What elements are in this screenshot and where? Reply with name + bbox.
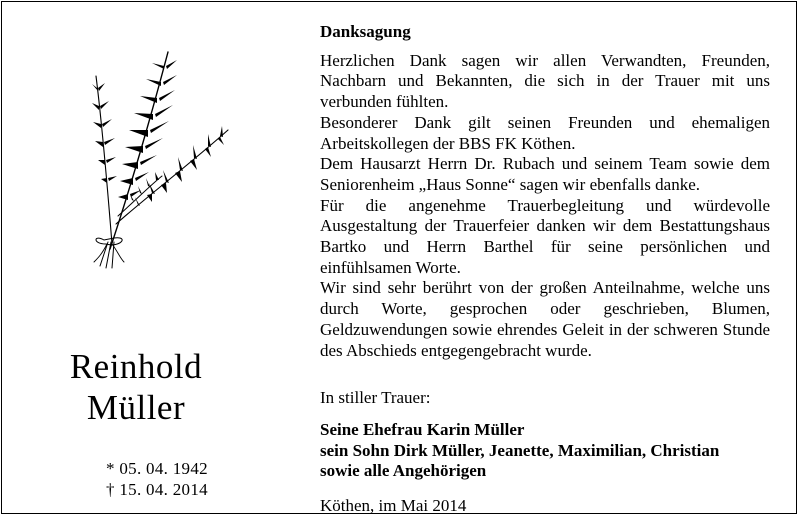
- family-list: [320, 420, 770, 482]
- death-date: † 15. 04. 2014: [106, 480, 208, 499]
- notice-heading: Danksagung: [320, 22, 411, 41]
- family-member-line: sowie alle Angehörigen: [320, 461, 487, 481]
- fern-bouquet-icon: [90, 44, 240, 269]
- mourning-line: In stiller Trauer:: [320, 388, 431, 408]
- obituary-notice: [1, 1, 797, 514]
- life-dates: [106, 458, 208, 500]
- thanks-paragraph: Herzlichen Dank sagen wir allen Verwandten, Freunden, Nachbarn und Bekannten, die sich in der Trauer mit uns verbunden fühlten.: [320, 50, 770, 112]
- deceased-first-name: Reinhold: [69, 347, 203, 386]
- thanks-paragraph: Besonderer Dank gilt seinen Freunden und ehemaligen Arbeitskollegen der BBS FK Köthen.: [320, 112, 770, 153]
- family-member-line: Seine Ehefrau Karin Müller: [320, 419, 525, 439]
- thanks-paragraph: Dem Hausarzt Herrn Dr. Rubach und seinem Team sowie dem Seniorenheim „Haus Sonne“ sagen wir ebenfalls danke.: [320, 154, 770, 194]
- birth-date: * 05. 04. 1942: [106, 459, 208, 478]
- deceased-last-name: Müller: [86, 388, 186, 427]
- family-member-line: sein Sohn Dirk Müller, Jeanette, Maximilian, Christian: [320, 440, 720, 460]
- memorial-column: [2, 2, 302, 515]
- thanks-column: [320, 22, 770, 517]
- thanks-paragraph: Für die angenehme Trauerbegleitung und würdevolle Ausgestaltung der Trauerfeier danken wir dem Bestattungshaus Bartko und Herrn Barthel für seine persönlichen und einfühlsamen Worte.: [320, 195, 770, 277]
- place-date: Köthen, im Mai 2014: [320, 496, 467, 516]
- thanks-paragraph: Wir sind sehr berührt von der großen Anteilnahme, welche uns durch Worte, gesprochen oder geschrieben, Blumen, Geldzuwendungen sowie ehrendes Geleit in der schweren Stunde des Abschieds entgegengebracht wurde.: [320, 278, 770, 360]
